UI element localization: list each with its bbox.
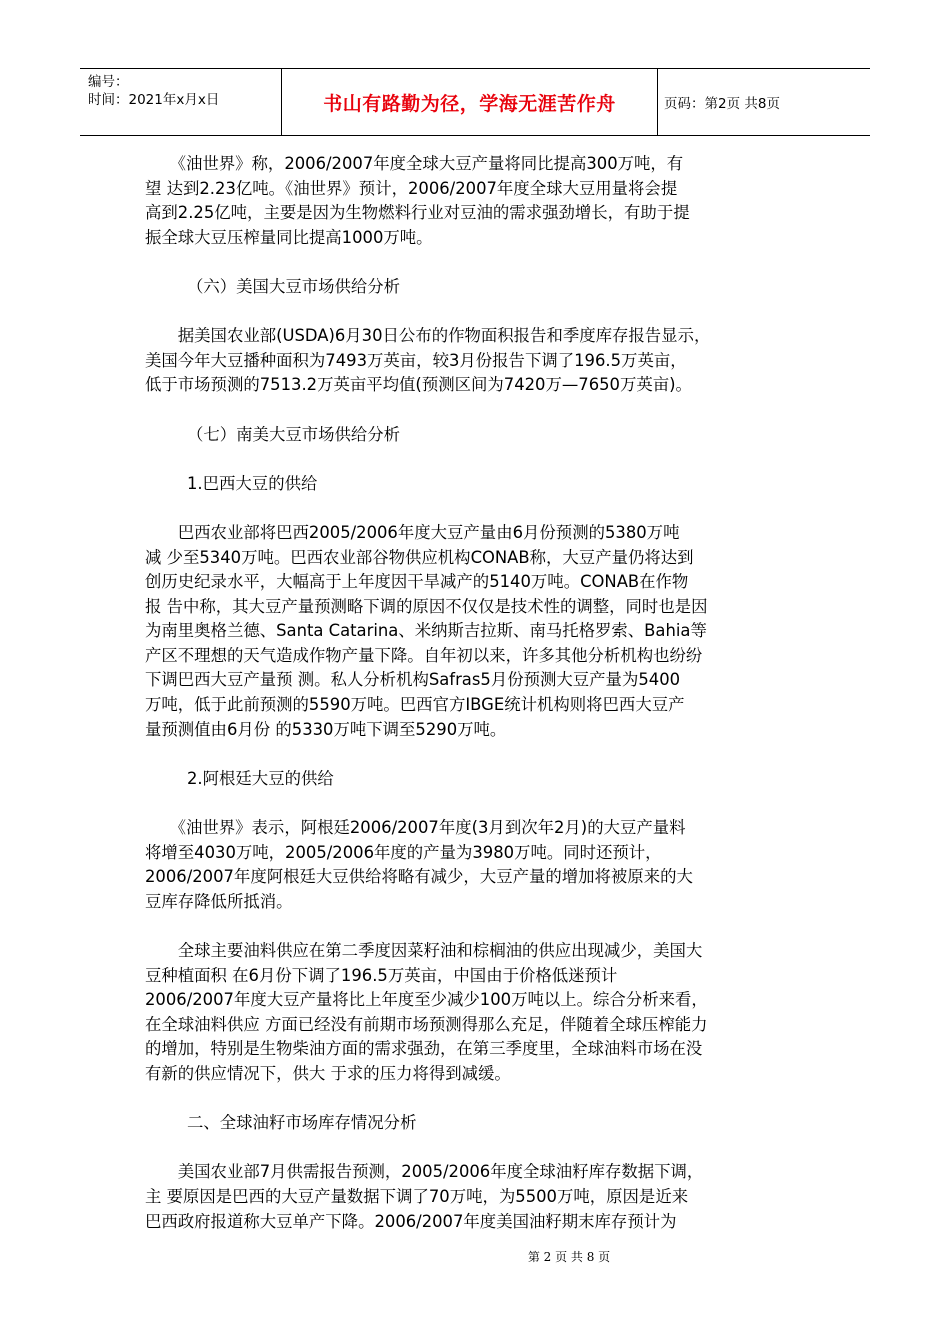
paragraph-line: 量预测值由6月份 的5330万吨下调至5290万吨。 — [145, 719, 507, 739]
header-page-label: 页码：第2页 共8页 — [664, 96, 780, 112]
paragraph-line: 低于市场预测的7513.2万英亩平均值(预测区间为7420万—7650万英亩)。 — [145, 375, 692, 395]
header-meta — [80, 69, 282, 135]
subheading-argentina-supply: 2.阿根廷大豆的供给 — [187, 768, 334, 788]
paragraph-line: 主 要原因是巴西的大豆产量数据下调了70万吨，为5500万吨，原因是近来 — [145, 1186, 689, 1206]
paragraph-line: 为南里奥格兰德、Santa Catarina、米纳斯吉拉斯、南马托格罗索、Bahia等 — [145, 621, 707, 641]
paragraph-line: 将增至4030万吨，2005/2006年度的产量为3980万吨。同时还预计， — [145, 842, 662, 862]
paragraph-line: 2006/2007年度大豆产量将比上年度至少减少100万吨以上。综合分析来看， — [145, 990, 708, 1010]
paragraph-brazil-production — [145, 521, 815, 742]
paragraph-line: 巴西政府报道称大豆单产下降。2006/2007年度美国油籽期末库存预计为 — [145, 1211, 677, 1231]
paragraph-line: 《油世界》表示，阿根廷2006/2007年度(3月到次年2月)的大豆产量料 — [145, 818, 686, 838]
paragraph-line: 万吨，低于此前预测的5590万吨。巴西官方IBGE统计机构则将巴西大豆产 — [145, 695, 685, 715]
paragraph-argentina-production — [145, 816, 815, 914]
paragraph-line: 豆种植面积 在6月份下调了196.5万英亩，中国由于价格低迷预计 — [145, 965, 618, 985]
paragraph-line: 产区不理想的天气造成作物产量下降。自年初以来，许多其他分析机构也纷纷 — [145, 645, 703, 665]
subheading-brazil-supply: 1.巴西大豆的供给 — [187, 473, 318, 493]
header-table — [80, 68, 870, 136]
paragraph-line: 振全球大豆压榨量同比提高1000万吨。 — [145, 227, 433, 247]
paragraph-line: 美国今年大豆播种面积为7493万英亩，较3月份报告下调了196.5万英亩， — [145, 350, 687, 370]
paragraph-usda-inventory — [145, 1160, 815, 1234]
paragraph-line: 《油世界》称，2006/2007年度全球大豆产量将同比提高300万吨，有 — [145, 154, 684, 173]
time-label: 时间：2021年x月x日 — [88, 92, 220, 108]
section-heading-south-america-supply: （七）南美大豆市场供给分析 — [187, 424, 401, 444]
section-heading-global-inventory: 二、全球油籽市场库存情况分析 — [187, 1113, 417, 1133]
paragraph-line: 下调巴西大豆产量预 测。私人分析机构Safras5月份预测大豆产量为5400 — [145, 670, 681, 690]
paragraph-line: 在全球油料供应 方面已经没有前期市场预测得那么充足，伴随着全球压榨能力 — [145, 1014, 708, 1034]
paragraph-line: 的增加，特别是生物柴油方面的需求强劲，在第三季度里，全球油料市场在没 — [145, 1039, 703, 1059]
paragraph-line: 有新的供应情况下，供大 于求的压力将得到减缓。 — [145, 1063, 511, 1083]
section-heading-us-supply: （六）美国大豆市场供给分析 — [187, 276, 401, 296]
paragraph-line: 2006/2007年度阿根廷大豆供给将略有减少，大豆产量的增加将被原来的大 — [145, 867, 693, 887]
paragraph-line: 豆库存降低所抵消。 — [145, 891, 293, 911]
paragraph-line: 巴西农业部将巴西2005/2006年度大豆产量由6月份预测的5380万吨 — [145, 522, 680, 542]
paragraph-line: 望 达到2.23亿吨。《油世界》预计，2006/2007年度全球大豆用量将会提 — [145, 178, 678, 198]
paragraph-global-supply-summary — [145, 939, 815, 1087]
paragraph-oil-world-forecast — [145, 152, 815, 250]
paragraph-usda-acreage — [145, 324, 815, 398]
paragraph-line: 全球主要油料供应在第二季度因菜籽油和棕榈油的供应出现减少，美国大 — [145, 941, 703, 960]
document-body — [145, 152, 815, 1259]
header-motto: 书山有路勤为径，学海无涯苦作舟 — [282, 69, 658, 135]
paragraph-line: 报 告中称，其大豆产量预测略下调的原因不仅仅是技术性的调整，同时也是因 — [145, 596, 708, 616]
paragraph-line: 高到2.25亿吨，主要是因为生物燃料行业对豆油的需求强劲增长，有助于提 — [145, 203, 690, 223]
page-footer: 第 2 页 共 8 页 — [527, 1250, 611, 1264]
paragraph-line: 创历史纪录水平，大幅高于上年度因干旱减产的5140万吨。CONAB在作物 — [145, 572, 689, 592]
paragraph-line: 减 少至5340万吨。巴西农业部谷物供应机构CONAB称，大豆产量仍将达到 — [145, 547, 694, 567]
paragraph-line: 美国农业部7月供需报告预测，2005/2006年度全球油籽库存数据下调， — [145, 1162, 704, 1182]
paragraph-line: 据美国农业部(USDA)6月30日公布的作物面积报告和季度库存报告显示， — [145, 326, 711, 346]
number-label: 编号： — [88, 74, 129, 90]
